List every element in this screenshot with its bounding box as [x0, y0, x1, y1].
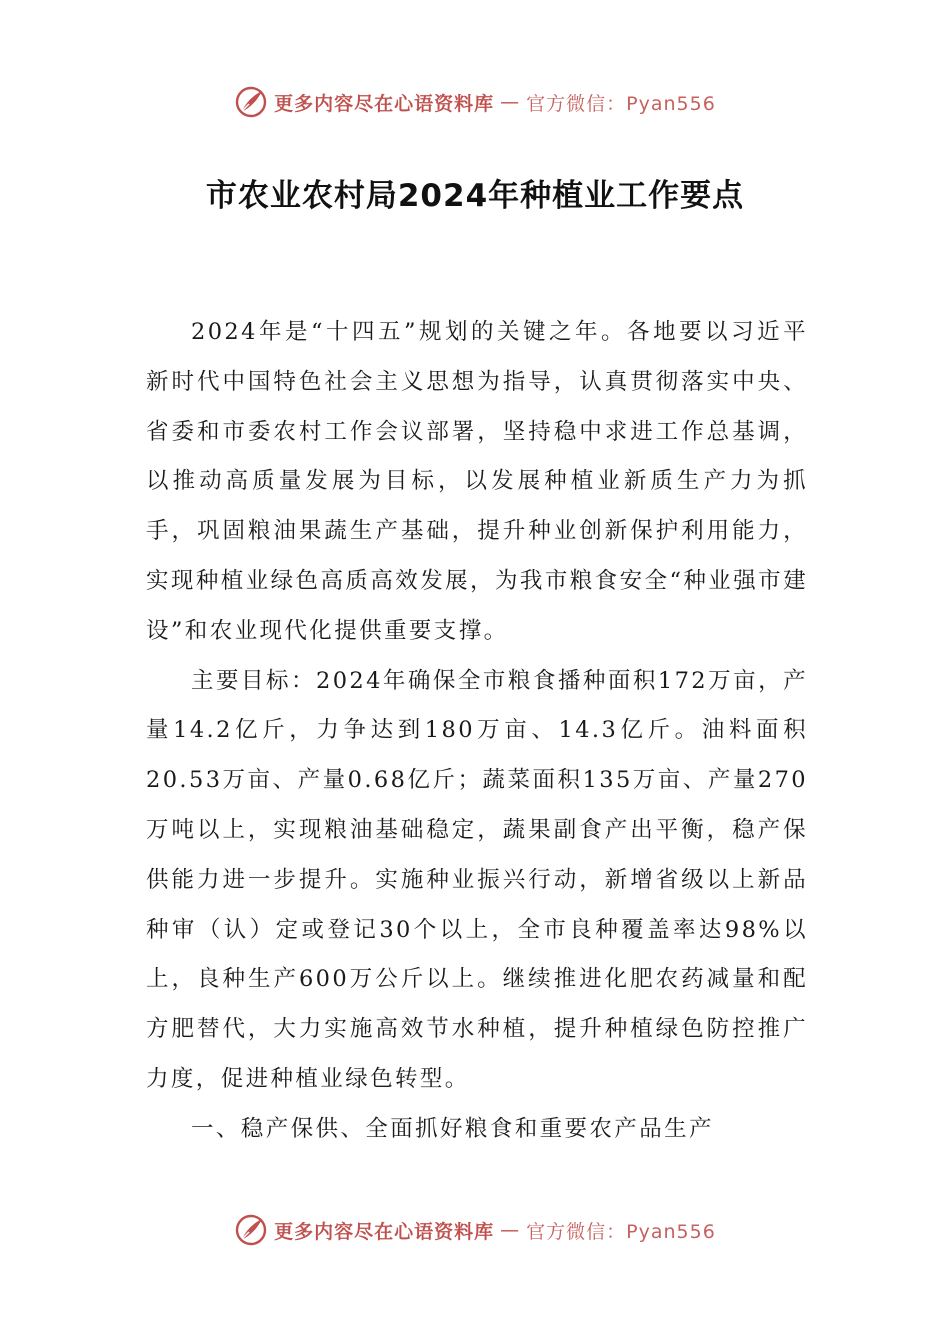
watermark-wechat: 官方微信：Pyan556 [526, 1220, 716, 1243]
watermark-text: 更多内容尽在心语资料库 [274, 92, 495, 115]
watermark-footer [0, 1208, 950, 1252]
paragraph-goals: 主要目标：2024年确保全市粮食播种面积172万亩，产量14.2亿斤，力争达到180万亩、14.3亿斤。油料面积20.53万亩、产量0.68亿斤；蔬菜面积135万亩、产量270万吨以上，实现粮油基础稳定，蔬果副食产出平衡，稳产保供能力进一步提升。实施种业振兴行动，新增省级以上新品种审（认）定或登记30个以上，全市良种覆盖率达98%以上，良种生产600万公斤以上。继续推进化肥农药减量和配方肥替代，大力实施高效节水种植，提升种植绿色防控推广力度，促进种植业绿色转型。 [146, 667, 808, 1092]
watermark-separator: — [500, 91, 521, 113]
watermark-text: 更多内容尽在心语资料库 [274, 1220, 495, 1243]
watermark-separator: — [500, 1219, 521, 1241]
watermark-header [0, 80, 950, 124]
paragraph-intro: 2024年是“十四五”规划的关键之年。各地要以习近平新时代中国特色社会主义思想为指导，认真贯彻落实中央、省委和市委农村工作会议部署，坚持稳中求进工作总基调，以推动高质量发展为目标，以发展种植业新质生产力为抓手，巩固粮油果蔬生产基础，提升种业创新保护利用能力，实现种植业绿色高质高效发展，为我市粮食安全“种业强市建设”和农业现代化提供重要支撑。 [146, 319, 808, 644]
quill-logo-icon [234, 85, 268, 119]
document-title: 市农业农村局2024年种植业工作要点 [205, 178, 745, 214]
quill-logo-icon [234, 1213, 268, 1247]
document-body [146, 308, 808, 1155]
watermark-wechat: 官方微信：Pyan556 [526, 92, 716, 115]
section-heading: 一、稳产保供、全面抓好粮食和重要农产品生产 [191, 1115, 714, 1142]
